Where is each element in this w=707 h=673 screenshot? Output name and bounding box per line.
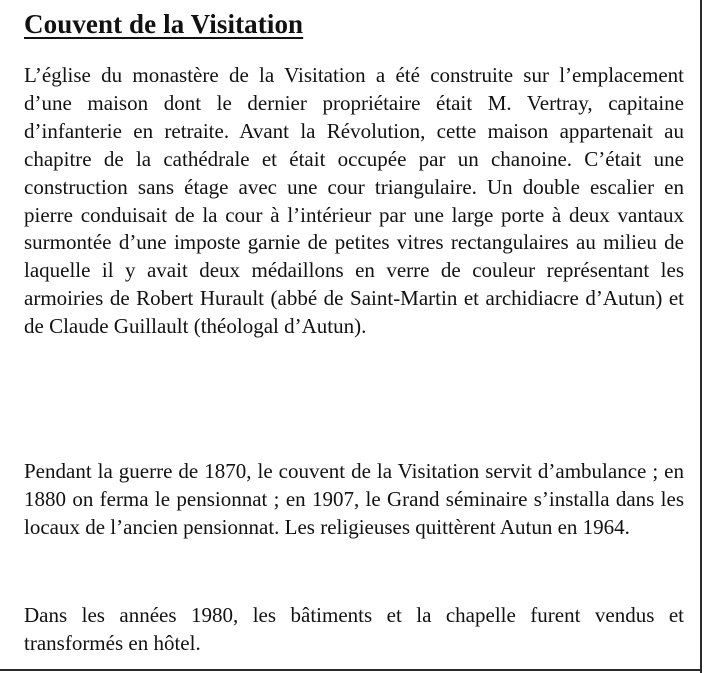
- paragraph-history: L’église du monastère de la Visitation a été construite sur l’emplacement d’une maison dont le dernier propriétaire était M. Vertray, capitaine d’infanterie en retraite. Avant la Révolution, cette maison appartenait au chapitre de la cathédrale et était occupée par un chanoine. C’était une construction sans étage avec une cour triangulaire. Un double escalier en pierre conduisait de la cour à l’intérieur par une large porte à deux vantaux surmontée d’une imposte garnie de petites vitres rectangulaires au milieu de laquelle il y avait deux médaillons en verre de couleur représentant les armoiries de Robert Hurault (abbé de Saint-Martin et archidiacre d’Autun) et de Claude Guillault (théologal d’Autun).: [24, 63, 684, 339]
- paragraph-1870-1964: Pendant la guerre de 1870, le couvent de la Visitation servit d’ambulance ; en 1880 on ferma le pensionnat ; en 1907, le Grand séminaire s’installa dans les locaux de l’ancien pensionnat. Les religieuses quittèrent Autun en 1964.: [24, 459, 684, 539]
- document-title: Couvent de la Visitation: [24, 9, 304, 39]
- frame-border-bottom: [0, 669, 702, 671]
- frame-border-right: [700, 0, 702, 673]
- paragraph-1980: Dans les années 1980, les bâtiments et la chapelle furent vendus et transformés en hôtel.: [24, 603, 684, 655]
